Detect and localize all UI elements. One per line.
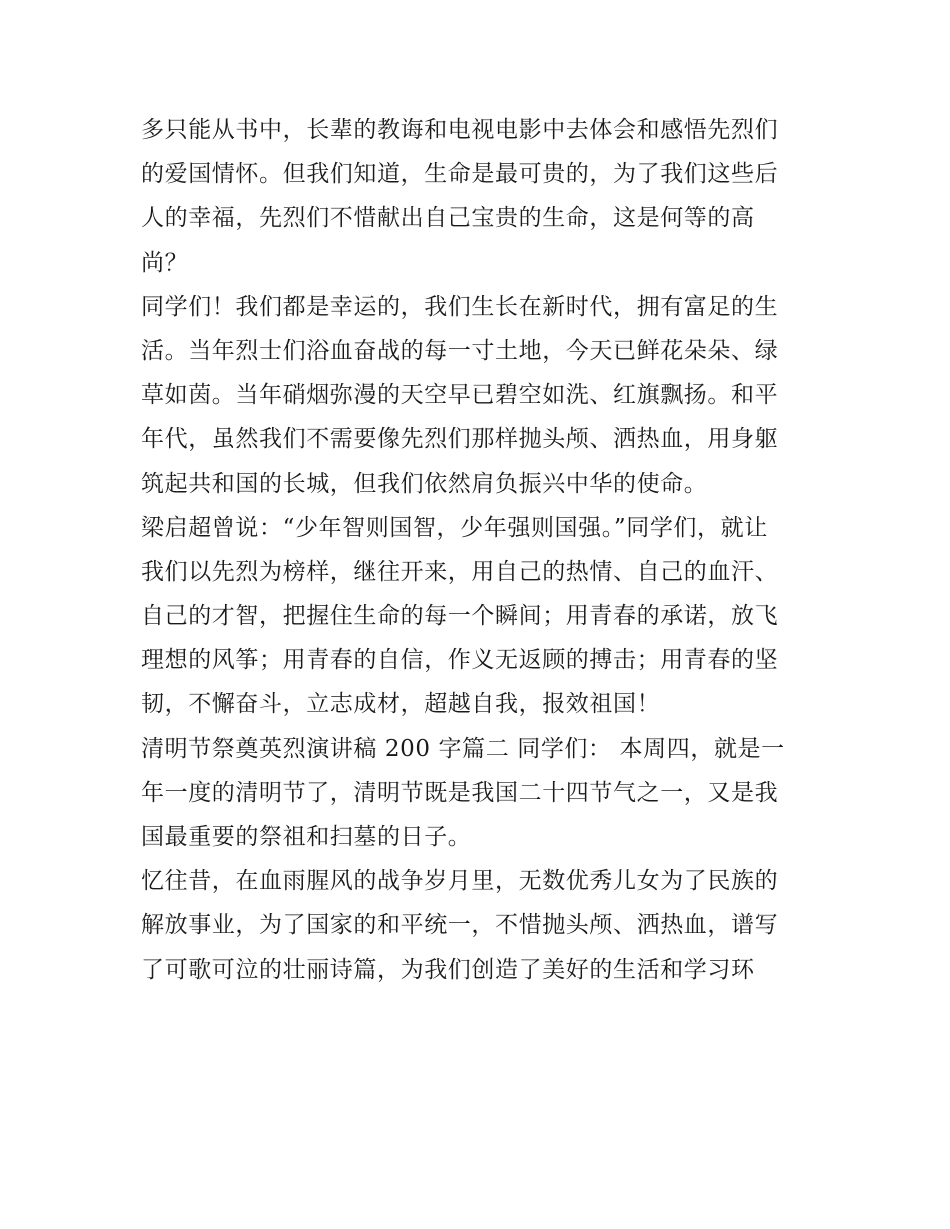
text-line: 韧，不懈奋斗，立志成材，超越自我，报效祖国！ <box>141 691 661 718</box>
text-line: 解放事业，为了国家的和平统一，不惜抛头颅、洒热血，谱写 <box>141 912 779 939</box>
text-line: 年代，虽然我们不需要像先烈们那样抛头颅、洒热血，用身躯 <box>141 426 779 453</box>
text-line: 筑起共和国的长城，但我们依然肩负振兴中华的使命。 <box>141 470 708 497</box>
text-line: 尚？ <box>141 249 189 276</box>
text-line: 人的幸福，先烈们不惜献出自己宝贵的生命，这是何等的高 <box>141 205 755 232</box>
text-line: 梁启超曾说：“少年智则国智，少年强则国强。”同学们，就让 <box>141 514 768 541</box>
text-line: 的爱国情怀。但我们知道，生命是最可贵的，为了我们这些后 <box>141 161 779 188</box>
text-line: 多只能从书中，长辈的教诲和电视电影中去体会和感悟先烈们 <box>141 117 779 143</box>
text-line: 年一度的清明节了，清明节既是我国二十四节气之一，又是我 <box>141 779 779 806</box>
text-line: 活。当年烈士们浴血奋战的每一寸土地，今天已鲜花朵朵、绿 <box>141 337 779 364</box>
text-line: 理想的风筝；用青春的自信，作义无返顾的搏击；用青春的坚 <box>141 647 779 674</box>
text-line: 国最重要的祭祖和扫墓的日子。 <box>141 824 472 850</box>
text-line: 草如茵。当年硝烟弥漫的天空早已碧空如洗、红旗飘扬。和平 <box>141 382 779 409</box>
text-line: 同学们！我们都是幸运的，我们生长在新时代，拥有富足的生 <box>141 293 779 320</box>
body-text <box>141 108 821 992</box>
text-line: 忆往昔，在血雨腥风的战争岁月里，无数优秀儿女为了民族的 <box>141 868 779 895</box>
text-line: 我们以先烈为榜样，继往开来，用自己的热情、自己的血汗、 <box>141 558 779 585</box>
text-line: 清明节祭奠英烈演讲稿 200 字篇二 同学们： 本周四，就是一 <box>141 735 785 762</box>
text-line: 自己的才智，把握住生命的每一个瞬间；用青春的承诺，放飞 <box>141 603 779 630</box>
text-line: 了可歌可泣的壮丽诗篇，为我们创造了美好的生活和学习环 <box>141 956 755 983</box>
